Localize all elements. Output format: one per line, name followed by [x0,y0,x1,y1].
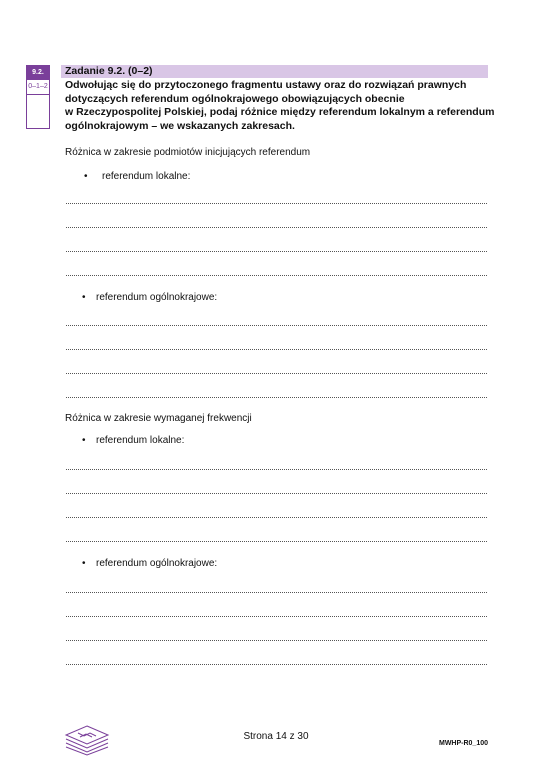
instruction-line: w Rzeczypospolitej Polskiej, podaj różnice między referendum lokalnym a referendum [65,106,495,118]
answer-line[interactable] [66,469,487,470]
bullet-label: referendum lokalne: [96,435,185,446]
instruction-line: dotyczących referendum ogólnokrajowego obowiązujących obecnie [65,92,405,105]
bullet-dot-icon: • [82,292,86,303]
bullet-item [82,558,217,569]
answer-line[interactable] [66,349,487,350]
bullet-item [84,171,190,182]
bullet-dot-icon: • [84,171,88,182]
task-instruction [65,79,495,133]
task-title: Zadanie 9.2. (0–2) [61,65,488,78]
bullet-label: referendum lokalne: [102,171,191,182]
instruction-line: ogólnokrajowym – we wskazanych zakresach. [65,119,295,132]
bullet-item [82,435,184,446]
bullet-item [82,292,217,303]
instruction-line: Odwołując się do przytoczonego fragmentu ustawy oraz do rozwiązań prawnych [65,79,467,91]
bullet-label: referendum ogólnokrajowe: [96,558,218,569]
points-scale: 0–1–2 [27,80,49,95]
score-box [26,65,50,129]
answer-line[interactable] [66,616,487,617]
answer-line[interactable] [66,640,487,641]
document-code: MWHP-R0_100 [438,740,488,747]
answer-line[interactable] [66,517,487,518]
answer-line[interactable] [66,251,487,252]
answer-line[interactable] [66,227,487,228]
page-number: Strona 14 z 30 [243,731,309,742]
answer-line[interactable] [66,493,487,494]
answer-line[interactable] [66,373,487,374]
section-heading: Różnica w zakresie podmiotów inicjujących referendum [65,147,311,158]
bullet-dot-icon: • [82,558,86,569]
answer-line[interactable] [66,203,487,204]
answer-line[interactable] [66,664,487,665]
answer-line[interactable] [66,541,487,542]
answer-line[interactable] [66,397,487,398]
bullet-dot-icon: • [82,435,86,446]
section-heading: Różnica w zakresie wymaganej frekwencji [65,413,252,424]
answer-line[interactable] [66,325,487,326]
answer-line[interactable] [66,275,487,276]
task-number-badge: 9.2. [27,66,49,80]
answer-line[interactable] [66,592,487,593]
bullet-label: referendum ogólnokrajowe: [96,292,218,303]
